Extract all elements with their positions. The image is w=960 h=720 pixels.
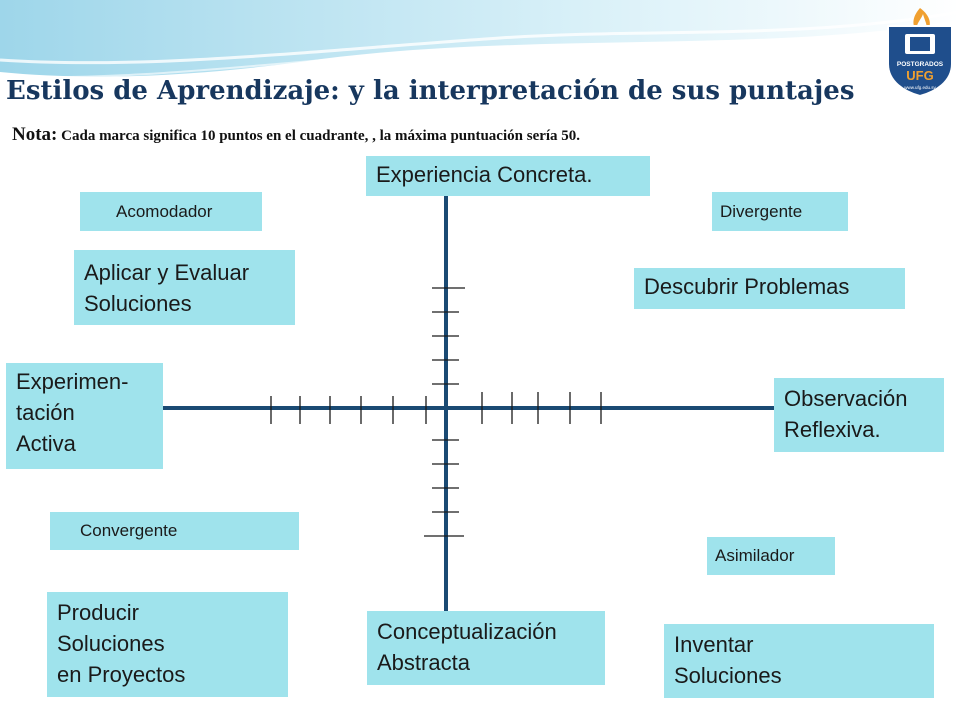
quadrant-name-asimilador: Asimilador (707, 537, 835, 575)
logo-line3: www.ufg.edu.sv (904, 85, 936, 90)
logo-line2: UFG (906, 68, 934, 83)
note-text: Cada marca significa 10 puntos en el cuadrante, , la máxima puntuación sería 50. (57, 128, 581, 144)
axis-label-top: Experiencia Concreta. (366, 156, 650, 196)
quadrant-name-divergente: Divergente (712, 192, 848, 231)
page-title: Estilos de Aprendizaje: y la interpretación de sus puntajes (6, 76, 855, 106)
axis-label-right: Observación Reflexiva. (774, 378, 944, 452)
axis-label-left: Experimen- tación Activa (6, 363, 163, 469)
quadrant-desc-asimilador: Inventar Soluciones (664, 624, 934, 698)
quadrant-desc-acomodador: Aplicar y Evaluar Soluciones (74, 250, 295, 325)
quadrant-name-acomodador: Acomodador (80, 192, 262, 231)
axis-label-bottom: Conceptualización Abstracta (367, 611, 605, 685)
quadrant-name-convergente: Convergente (50, 512, 299, 550)
note-label: Nota: (12, 124, 58, 145)
logo-line1: POSTGRADOS (896, 61, 944, 68)
quadrant-desc-divergente: Descubrir Problemas (634, 268, 905, 309)
quadrant-desc-convergente: Producir Soluciones en Proyectos (47, 592, 288, 697)
